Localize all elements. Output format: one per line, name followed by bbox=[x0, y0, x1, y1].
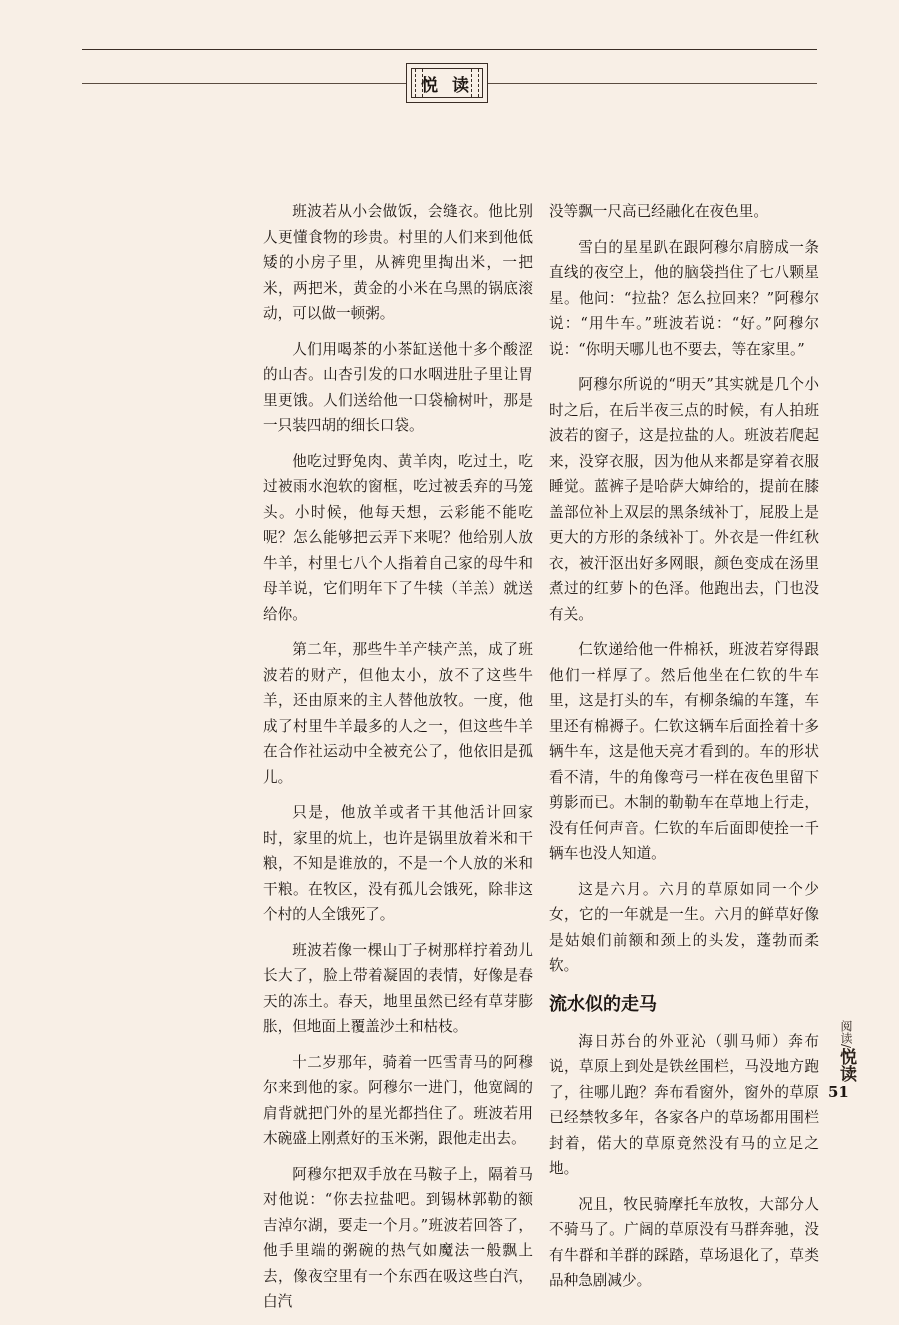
paragraph: 第二年，那些牛羊产犊产羔，成了班波若的财产，但他太小，放不了这些牛羊，还由原来的主人替他放牧。一度，他成了村里牛羊最多的人之一，但这些牛羊在合作社运动中全被充公了，他依旧是孤儿。 bbox=[263, 641, 533, 786]
section-badge bbox=[406, 63, 488, 103]
header-rule-left bbox=[82, 83, 406, 84]
paragraph: 仁钦递给他一件棉袄，班波若穿得跟他们一样厚了。然后他坐在仁钦的牛车里，这是打头的车，有柳条编的车篷，车里还有棉褥子。仁钦这辆车后面拴着十多辆牛车，这是他天亮才看到的。车的形状看不清，牛的角像弯弓一样在夜色里留下剪影而已。木制的勒勒车在草地上行走，没有任何声音。仁钦的车后面即使拴一千辆车也没人知道。 bbox=[549, 641, 819, 862]
right-column bbox=[549, 199, 819, 1304]
paragraph: 阿穆尔所说的“明天”其实就是几个小时之后，在后半夜三点的时候，有人拍班波若的窗子，这是拉盐的人。班波若爬起来，没穿衣服，因为他从来都是穿着衣服睡觉。蓝裤子是哈萨大婶给的，提前在膝盖部位补上双层的黑条绒补丁，屁股上是更大的方形的条绒补丁。外衣是一件红秋衣，被汗沤出好多网眼，颜色变成在汤里煮过的红萝卜的色泽。他跑出去，门也没有关。 bbox=[549, 376, 819, 623]
section-heading: 流水似的走马 bbox=[549, 993, 657, 1015]
paragraph: 班波若像一棵山丁子树那样拧着劲儿长大了，脸上带着凝固的表情，好像是春天的冻土。春天，地里虽然已经有草芽膨胀，但地面上覆盖沙土和枯枝。 bbox=[263, 941, 533, 1035]
paragraph: 况且，牧民骑摩托车放牧，大部分人不骑马了。广阔的草原没有马群奔驰，没有牛群和羊群的踩踏，草场退化了，草类品种急剧减少。 bbox=[549, 1195, 819, 1289]
paragraph: 他吃过野兔肉、黄羊肉，吃过土，吃过被雨水泡软的窗框，吃过被丢弃的马笼头。小时候，他每天想，云彩能不能吃呢？怎么能够把云弄下来呢？他给别人放牛羊，村里七八个人指着自己家的母牛和母羊说，它们明年下了牛犊（羊羔）就送给你。 bbox=[263, 452, 533, 623]
paragraph-continuation: 没等飘一尺高已经融化在夜色里。 bbox=[549, 203, 768, 220]
paragraph: 这是六月。六月的草原如同一个少女，它的一年就是一生。六月的鲜草好像是姑娘们前额和颈上的头发，蓬勃而柔软。 bbox=[549, 880, 819, 974]
paragraph: 十二岁那年，骑着一匹雪青马的阿穆尔来到他的家。阿穆尔一进门，他宽阔的肩背就把门外的星光都挡住了。班波若用木碗盛上刚煮好的玉米粥，跟他走出去。 bbox=[263, 1053, 533, 1147]
top-rule bbox=[82, 49, 817, 50]
side-label-small: 阅读 bbox=[839, 1020, 853, 1044]
paragraph: 只是，他放羊或者干其他活计回家时，家里的炕上，也许是锅里放着米和干粮，不知是谁放的，不是一个人放的米和干粮。在牧区，没有孤儿会饿死，除非这个村的人全饿死了。 bbox=[263, 804, 533, 923]
paragraph: 海日苏台的外亚沁（驯马师）奔布说，草原上到处是铁丝围栏，马没地方跑了，往哪儿跑？奔布看窗外，窗外的草原已经禁牧多年，各家各户的草场都用围栏封着，偌大的草原竟然没有马的立足之地。 bbox=[549, 1032, 819, 1177]
header-rule-right bbox=[488, 83, 817, 84]
paragraph: 班波若从小会做饭，会缝衣。他比别人更懂食物的珍贵。村里的人们来到他低矮的小房子里，从裤兜里掏出米，一把米，两把米，黄金的小米在乌黑的锅底滚动，可以做一顿粥。 bbox=[263, 203, 533, 322]
left-column bbox=[263, 199, 533, 1325]
section-badge-text: 悦 读 bbox=[421, 75, 473, 96]
paragraph: 阿穆尔把双手放在马鞍子上，隔着马对他说：“你去拉盐吧。到锡林郭勒的额吉淖尔湖，要走一个月。”班波若回答了，他手里端的粥碗的热气如魔法一般飘上去，像夜空里有一个东西在吸这些白汽，白汽 bbox=[263, 1165, 533, 1310]
paragraph: 人们用喝茶的小茶缸送他十多个酸涩的山杏。山杏引发的口水咽进肚子里让胃里更饿。人们送给他一口袋榆树叶，那是一只装四胡的细长口袋。 bbox=[263, 340, 533, 434]
page-number: 51 bbox=[828, 1083, 849, 1101]
magazine-section-label: 阅读/悦读 bbox=[836, 1020, 856, 1083]
paragraph: 雪白的星星趴在跟阿穆尔肩膀成一条直线的夜空上，他的脑袋挡住了七八颗星星。他问：“拉盐？怎么拉回来？”阿穆尔说：“用牛车。”班波若说：“好。”阿穆尔说：“你明天哪儿也不要去，等在家里。” bbox=[549, 238, 819, 358]
side-label-big: 悦读 bbox=[836, 1048, 856, 1083]
